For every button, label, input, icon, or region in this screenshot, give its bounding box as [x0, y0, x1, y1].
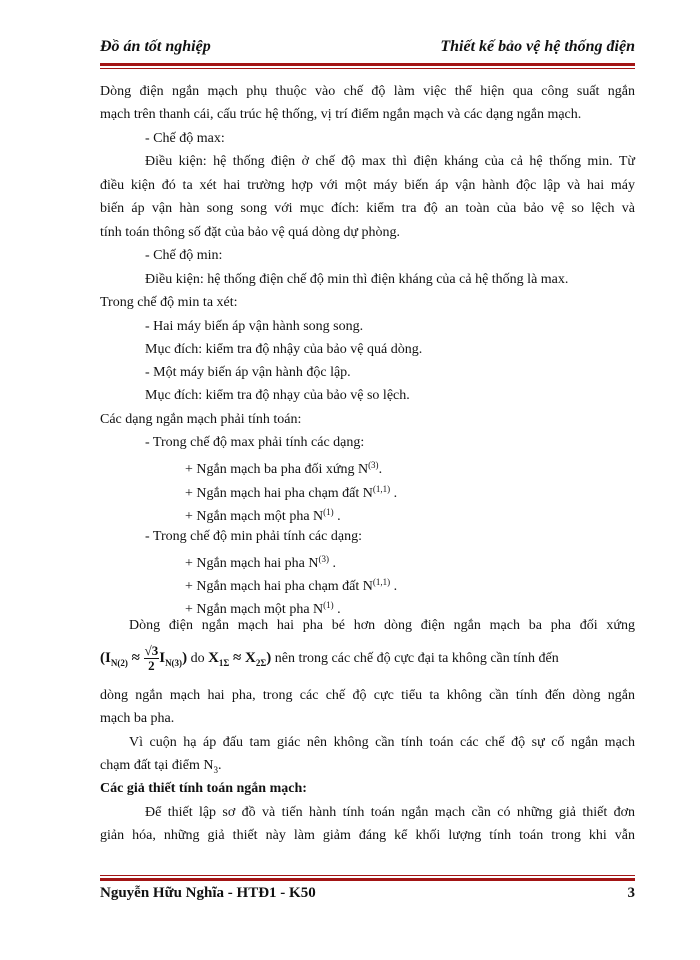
footer-rule-thick [100, 878, 635, 881]
list-item: + Ngắn mạch ba pha đối xứng $N^{(3)}$. [185, 460, 383, 477]
paragraph-line: Dòng điện ngắn mạch phụ thuộc vào chế độ làm việc thể hiện qua công suất ngắn [100, 84, 635, 99]
paragraph-line: Dòng điện ngắn mạch hai pha bé hơn dòng điện ngắn mạch ba pha đối xứng [129, 618, 635, 633]
paragraph-line: dòng ngắn mạch hai pha, trong các chế độ cực tiểu ta không cần tính đến dòng ngắn [100, 688, 635, 703]
list-item: + Ngắn mạch hai pha chạm đất N$^{(1,1)}$ . [185, 577, 398, 594]
list-item: + Ngắn mạch một pha $N^{(1)}$ . [185, 507, 341, 524]
formula-x: $X_{1\Sigma} \approx X_{2\Sigma}$) [208, 650, 272, 668]
page-header [100, 38, 635, 60]
list-item: - Trong chế độ max phải tính các dạng: [145, 435, 365, 450]
list-item: + Ngắn mạch hai pha chạm đất N$^{(1,1)}$ . [185, 484, 398, 501]
paragraph-line: Vì cuộn hạ áp đấu tam giác nên không cần tính toán các chế độ sự cố ngắn mạch [129, 735, 635, 750]
paragraph-line: chạm đất tại điểm $N_3$. [100, 758, 222, 775]
page-number: 3 [627, 885, 635, 901]
list-item: - Trong chế độ min phải tính các dạng: [145, 529, 362, 544]
paragraph-line: biến áp vận hàn song song với mục đích: kiểm tra độ an toàn của bảo vệ so lệch và [100, 201, 635, 216]
formula-lhs: ($I_{N(2)}$ ≈ [100, 650, 144, 668]
paragraph-line: Mục đích: kiểm tra độ nhạy của bảo vệ so lệch. [145, 388, 410, 403]
header-right: Thiết kế bảo vệ hệ thống điện [440, 38, 635, 55]
paragraph-line: mạch trên thanh cái, cấu trúc hệ thống, vị trí điểm ngắn mạch và các dạng ngắn mạch. [100, 107, 582, 122]
paragraph-line: giản hóa, những giả thiết này làm giảm đáng kể khối lượng tính toán trong khi vẫn [100, 828, 635, 843]
header-left: Đồ án tốt nghiệp [100, 38, 211, 55]
paragraph-line: tính toán thông số đặt của bảo vệ quá dòng dự phòng. [100, 225, 400, 240]
paragraph-line: mạch ba pha. [100, 711, 175, 726]
list-item: - Một máy biến áp vận hành độc lập. [145, 365, 351, 380]
footer-rule-thin [100, 875, 635, 876]
list-item: - Hai máy biến áp vận hành song song. [145, 319, 364, 334]
list-item: + Ngắn mạch hai pha $N^{(3)}$ . [185, 554, 336, 571]
section-heading: Các giả thiết tính toán ngắn mạch: [100, 781, 307, 796]
paragraph-line: Mục đích: kiểm tra độ nhậy của bảo vệ quá dòng. [145, 342, 423, 357]
list-item: + Ngắn mạch một pha $N^{(1)}$ . [185, 600, 341, 617]
header-rule-thin [100, 68, 635, 69]
paragraph-line: điều kiện đó ta xét hai trường hợp với một máy biến áp vận hành độc lập và hai máy [100, 178, 635, 193]
paragraph-line: Các dạng ngắn mạch phải tính toán: [100, 412, 302, 427]
bullet-min: - Chế độ min: [145, 248, 223, 263]
formula-fraction: $\frac{√3}{2}$ [144, 643, 159, 674]
bullet-max: - Chế độ max: [145, 131, 225, 146]
paragraph-line: Để thiết lập sơ đồ và tiến hành tính toán ngắn mạch cần có những giả thiết đơn [145, 805, 635, 820]
paragraph-line: Điều kiện: hệ thống điện ở chế độ max thì điện kháng của cả hệ thống min. Từ [145, 154, 635, 169]
header-rule-thick [100, 63, 635, 66]
paragraph-line: Điều kiện: hệ thống điện chế độ min thì điện kháng của cả hệ thống là max. [145, 272, 569, 287]
formula-line: ($I_{N(2)}$ ≈ $\frac{√3}{2}$ $I_{N(3)}$) do $X_{1\Sigma} \approx X_{2\Sigma}$) nên trong các chế độ cực đại ta không cần tính đến [100, 643, 559, 674]
paragraph-line: Trong chế độ min ta xét: [100, 295, 238, 310]
footer-author: Nguyễn Hữu Nghĩa - HTĐ1 - K50 [100, 885, 316, 901]
page-footer [100, 885, 635, 907]
